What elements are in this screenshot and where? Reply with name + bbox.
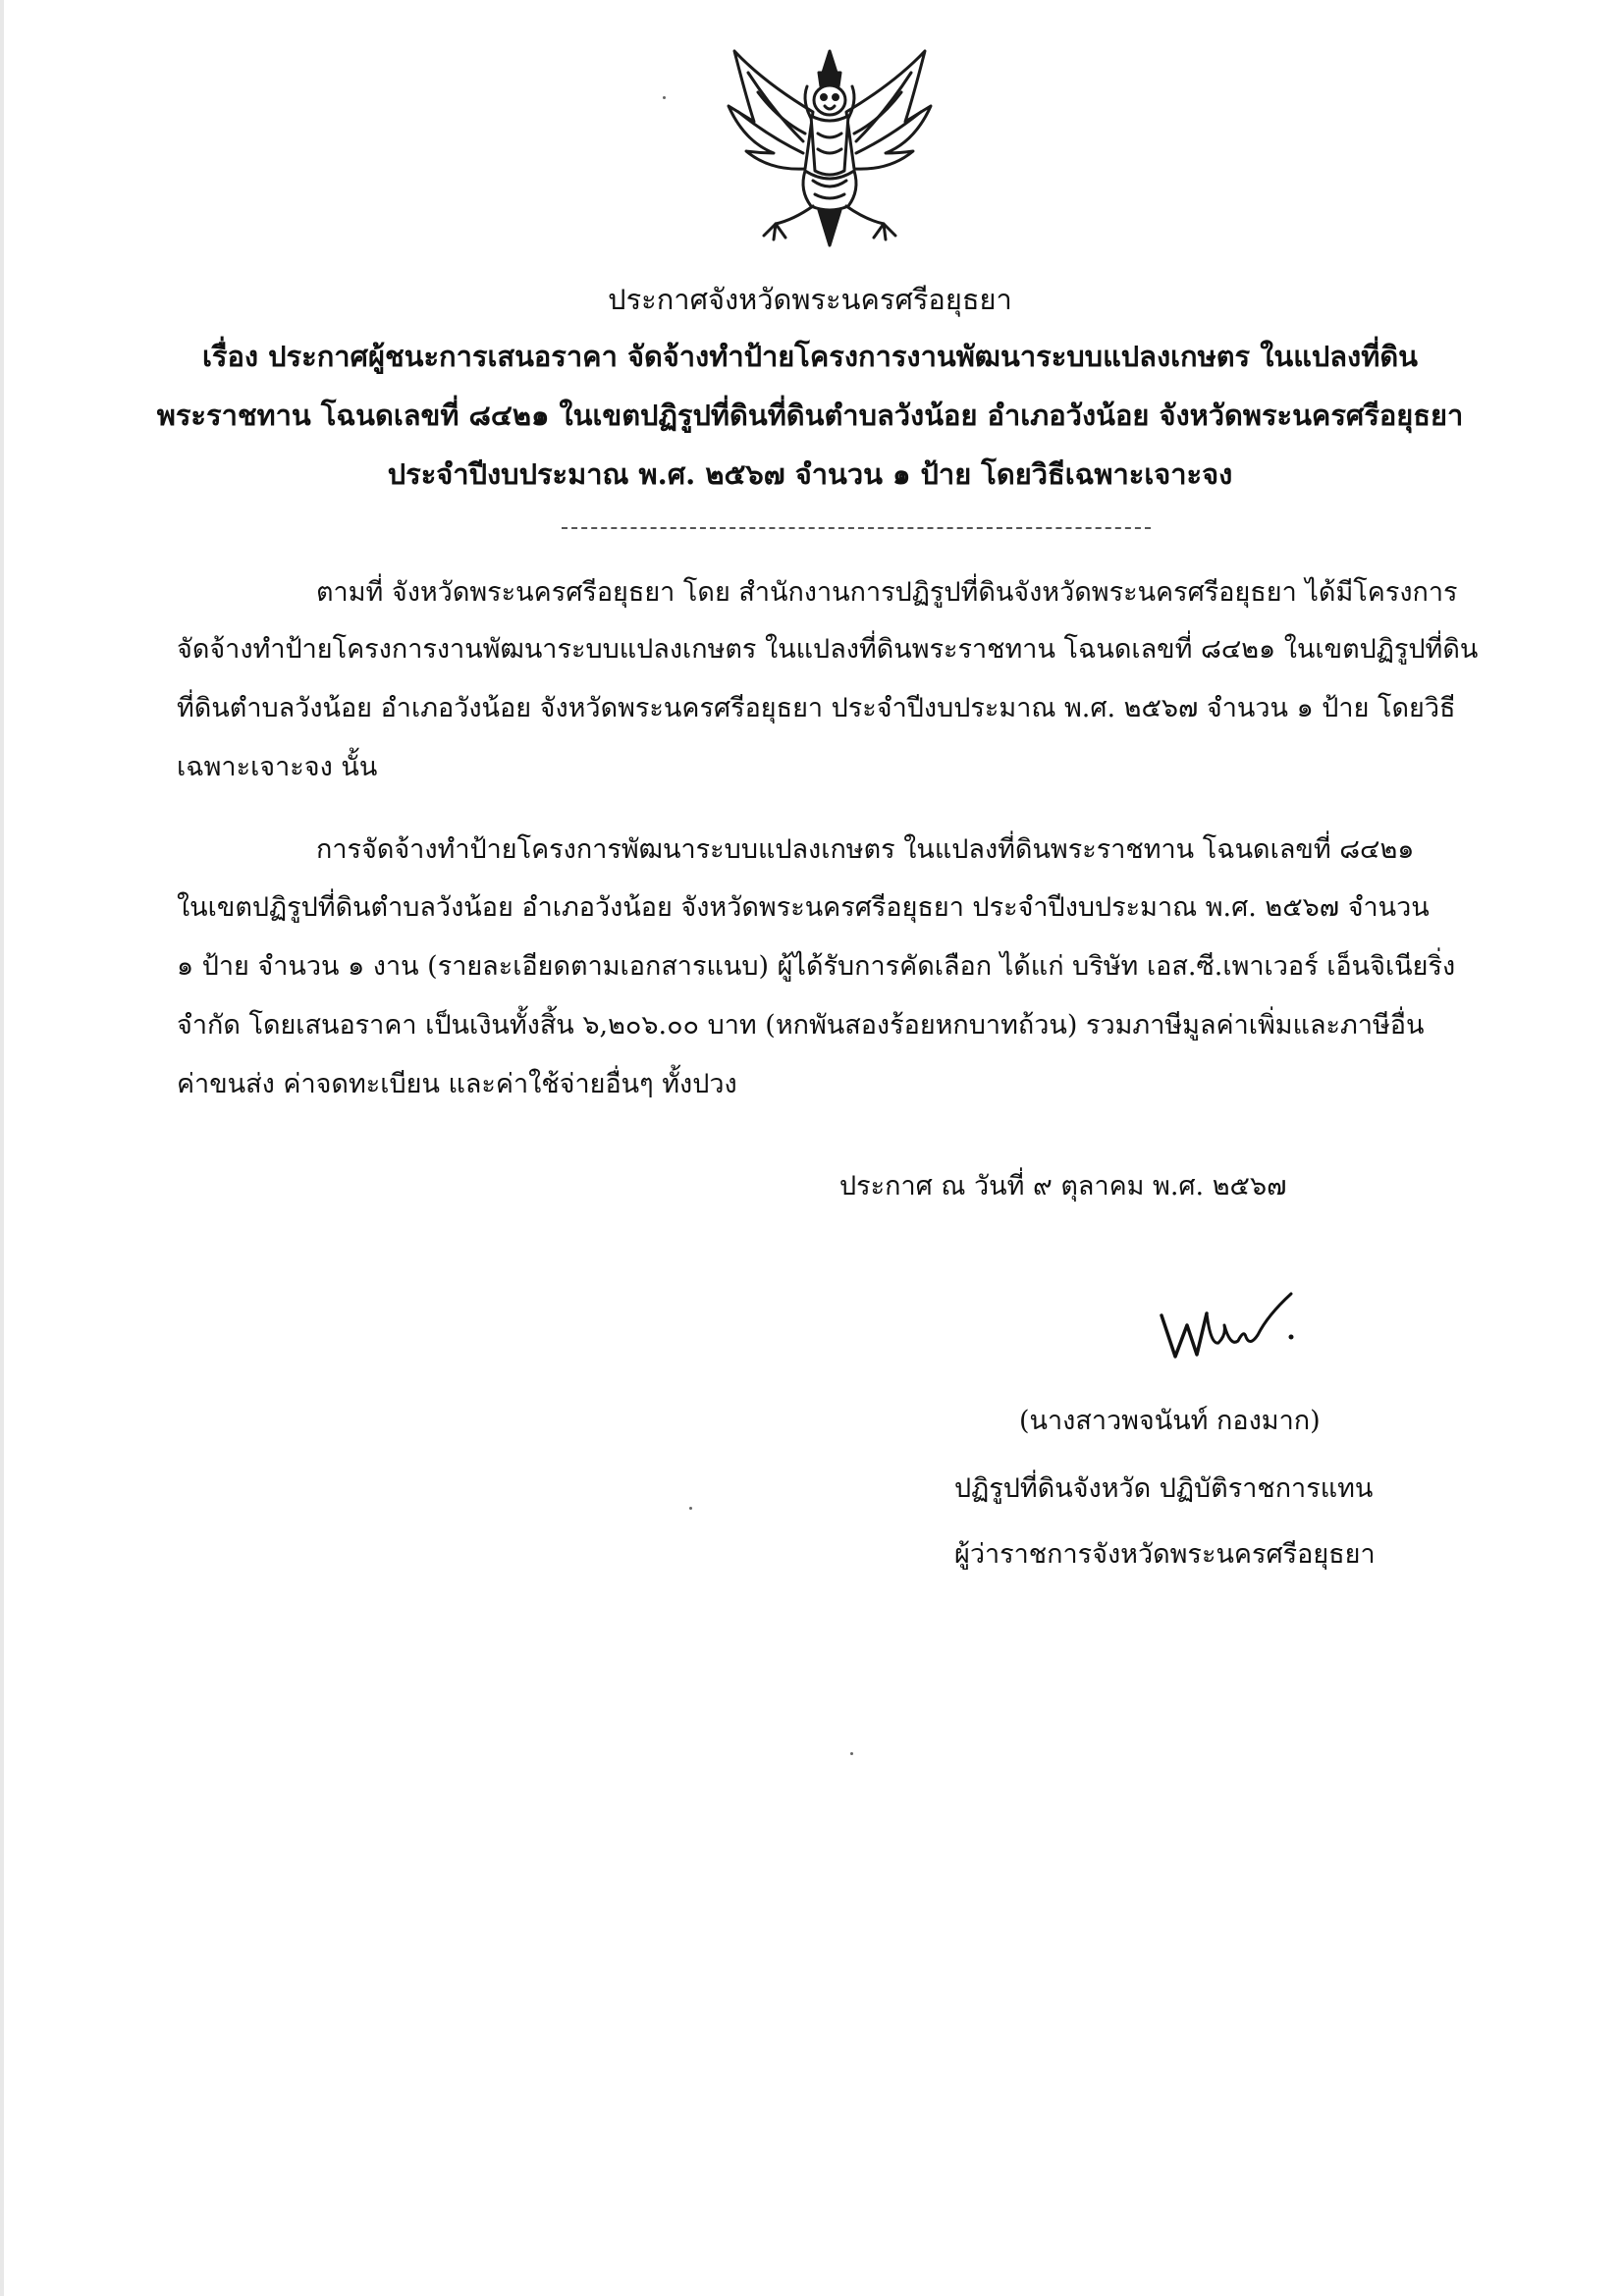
scan-speck: [850, 1752, 853, 1755]
paragraph-2-line-4: จำกัด โดยเสนอราคา เป็นเงินทั้งสิ้น ๖,๒๐๖.๐๐ บาท (หกพันสองร้อยหกบาทถ้วน) รวมภาษีมูลค่าเพิ่มและภาษีอื่น: [177, 1010, 1425, 1041]
subject-line-2: พระราชทาน โฉนดเลขที่ ๘๔๒๑ ในเขตปฏิรูปที่ดินที่ดินตำบลวังน้อย อำเภอวังน้อย จังหวัดพระนครศรีอยุธยา: [156, 399, 1464, 432]
scan-speck: [663, 96, 666, 99]
paragraph-2-line-2: ในเขตปฏิรูปที่ดินตำบลวังน้อย อำเภอวังน้อย จังหวัดพระนครศรีอยุธยา ประจำปีงบประมาณ พ.ศ. ๒๕๖๗ จำนวน: [177, 892, 1430, 923]
paragraph-2-line-3: ๑ ป้าย จำนวน ๑ งาน (รายละเอียดตามเอกสารแนบ) ผู้ได้รับการคัดเลือก ได้แก่ บริษัท เอส.ซี.เพาเวอร์ เอ็นจิเนียริ่ง: [177, 951, 1456, 982]
signature-image: [1154, 1286, 1301, 1374]
signatory-name: (นางสาวพจนันท์ กองมาก): [1019, 1406, 1321, 1436]
subject-line-3: ประจำปีงบประมาณ พ.ศ. ๒๕๖๗ จำนวน ๑ ป้าย โดยวิธีเฉพาะเจาะจง: [387, 457, 1233, 491]
subject-line-1: เรื่อง ประกาศผู้ชนะการเสนอราคา จัดจ้างทำป้ายโครงการงานพัฒนาระบบแปลงเกษตร ในแปลงที่ดิน: [201, 340, 1418, 373]
paragraph-1-line-2: จัดจ้างทำป้ายโครงการงานพัฒนาระบบแปลงเกษตร ในแปลงที่ดินพระราชทาน โฉนดเลขที่ ๘๔๒๑ ในเขตปฏิรูปที่ดิน: [177, 634, 1479, 665]
signatory-position-1: ปฏิรูปที่ดินจังหวัด ปฏิบัติราชการแทน: [954, 1473, 1374, 1504]
paragraph-2-line-1: การจัดจ้างทำป้ายโครงการพัฒนาระบบแปลงเกษตร ในแปลงที่ดินพระราชทาน โฉนดเลขที่ ๘๔๒๑: [316, 834, 1415, 865]
paragraph-2-line-5: ค่าขนส่ง ค่าจดทะเบียน และค่าใช้จ่ายอื่นๆ ทั้งปวง: [177, 1069, 737, 1099]
scan-speck: [689, 1507, 692, 1510]
garuda-emblem-icon: [725, 43, 935, 253]
paragraph-1-line-3: ที่ดินตำบลวังน้อย อำเภอวังน้อย จังหวัดพระนครศรีอยุธยา ประจำปีงบประมาณ พ.ศ. ๒๕๖๗ จำนวน ๑ ป้าย โดยวิธี: [177, 693, 1456, 723]
paragraph-1-line-1: ตามที่ จังหวัดพระนครศรีอยุธยา โดย สำนักงานการปฏิรูปที่ดินจังหวัดพระนครศรีอยุธยา ได้มีโครงการ: [316, 577, 1458, 608]
scan-edge: [0, 0, 4, 2296]
announce-date: ประกาศ ณ วันที่ ๙ ตุลาคม พ.ศ. ๒๕๖๗: [839, 1171, 1287, 1201]
paragraph-1-line-4: เฉพาะเจาะจง นั้น: [177, 752, 378, 782]
signatory-position-2: ผู้ว่าราชการจังหวัดพระนครศรีอยุธยา: [954, 1539, 1376, 1570]
divider-line: [562, 527, 1151, 529]
document-title: ประกาศจังหวัดพระนครศรีอยุธยา: [608, 283, 1012, 316]
